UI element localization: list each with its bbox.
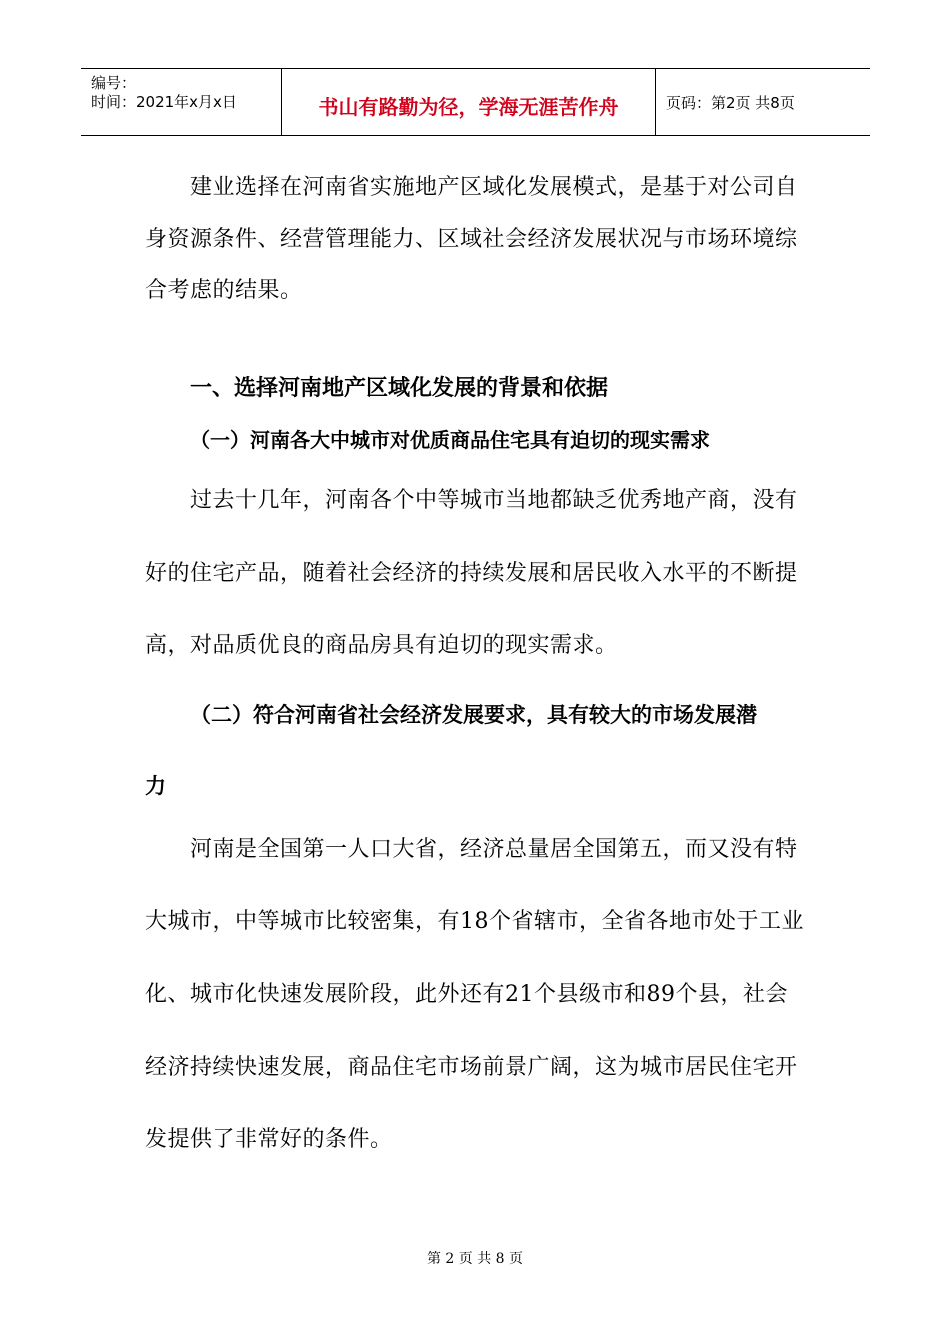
- header-motto-cell: [281, 69, 656, 135]
- document-date-label: 时间：2021年x月x日: [91, 93, 237, 111]
- paragraph-1-line-2: 身资源条件、经营管理能力、区域社会经济发展状况与市场环境综: [145, 227, 798, 252]
- paragraph-3-line-5: 发提供了非常好的条件。: [145, 1127, 393, 1152]
- page-footer: 第 2 页 共 8 页: [426, 1251, 524, 1267]
- header-meta-cell: [81, 69, 281, 135]
- paragraph-1-line-3: 合考虑的结果。: [145, 278, 303, 303]
- subsection-heading-2-line-2: 力: [145, 774, 166, 798]
- header-page-number: 页码：第2页 共8页: [666, 94, 795, 112]
- paragraph-3-line-1: 河南是全国第一人口大省，经济总量居全国第五，而又没有特: [190, 837, 798, 862]
- document-header: [81, 68, 870, 136]
- subsection-heading-1: （一）河南各大中城市对优质商品住宅具有迫切的现实需求: [190, 428, 710, 452]
- header-page-cell: [656, 69, 870, 135]
- paragraph-2-line-1: 过去十几年，河南各个中等城市当地都缺乏优秀地产商，没有: [190, 488, 798, 513]
- header-motto: 书山有路勤为径，学海无涯苦作舟: [318, 95, 619, 119]
- section-heading-1: 一、选择河南地产区域化发展的背景和依据: [190, 376, 609, 401]
- paragraph-3-line-2: 大城市，中等城市比较密集，有18个省辖市，全省各地市处于工业: [145, 909, 804, 934]
- subsection-heading-2-line-1: （二）符合河南省社会经济发展要求，具有较大的市场发展潜: [190, 703, 757, 727]
- paragraph-2-line-3: 高，对品质优良的商品房具有迫切的现实需求。: [145, 633, 618, 658]
- paragraph-3-line-3: 化、城市化快速发展阶段，此外还有21个县级市和89个县，社会: [145, 982, 788, 1007]
- paragraph-2-line-2: 好的住宅产品，随着社会经济的持续发展和居民收入水平的不断提: [145, 561, 798, 586]
- paragraph-3-line-4: 经济持续快速发展，商品住宅市场前景广阔，这为城市居民住宅开: [145, 1055, 798, 1080]
- document-number-label: 编号：: [91, 74, 137, 92]
- paragraph-1-line-1: 建业选择在河南省实施地产区域化发展模式，是基于对公司自: [190, 175, 798, 200]
